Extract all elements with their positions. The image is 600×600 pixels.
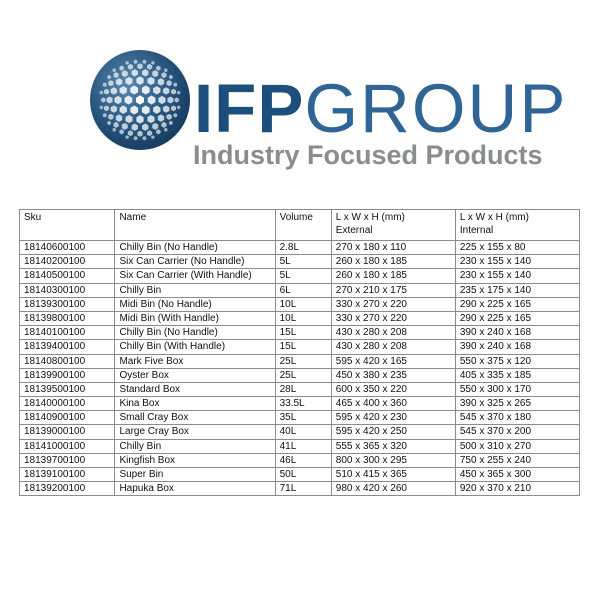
table-row [20, 269, 580, 283]
cell-name: Small Cray Box [115, 411, 275, 425]
cell-external: 430 x 280 x 208 [331, 326, 455, 340]
cell-volume: 33.5L [275, 397, 331, 411]
cell-volume: 2.8L [275, 241, 331, 255]
cell-sku: 18139100100 [20, 468, 115, 482]
cell-internal: 225 x 155 x 80 [455, 241, 579, 255]
header-name [115, 210, 275, 241]
hexagon-sphere-icon [88, 48, 192, 152]
cell-name: Midi Bin (With Handle) [115, 311, 275, 325]
cell-sku: 18140200100 [20, 255, 115, 269]
cell-external: 330 x 270 x 220 [331, 311, 455, 325]
cell-sku: 18140800100 [20, 354, 115, 368]
cell-internal: 230 x 155 x 140 [455, 269, 579, 283]
table-row [20, 468, 580, 482]
cell-sku: 18139300100 [20, 297, 115, 311]
cell-name: Hapuka Box [115, 482, 275, 496]
cell-name: Chilly Bin [115, 283, 275, 297]
table-header-row [20, 210, 580, 241]
cell-volume: 40L [275, 425, 331, 439]
product-table [19, 209, 580, 496]
cell-external: 510 x 415 x 365 [331, 468, 455, 482]
cell-sku: 18140100100 [20, 326, 115, 340]
cell-internal: 230 x 155 x 140 [455, 255, 579, 269]
table-row [20, 439, 580, 453]
cell-external: 600 x 350 x 220 [331, 382, 455, 396]
cell-external: 260 x 180 x 185 [331, 269, 455, 283]
cell-external: 450 x 380 x 235 [331, 368, 455, 382]
cell-sku: 18140900100 [20, 411, 115, 425]
cell-name: Kingfish Box [115, 453, 275, 467]
cell-external: 270 x 180 x 110 [331, 241, 455, 255]
cell-name: Midi Bin (No Handle) [115, 297, 275, 311]
table-row [20, 326, 580, 340]
brand-name-strong: IFP [194, 70, 305, 147]
cell-internal: 450 x 365 x 300 [455, 468, 579, 482]
cell-internal: 550 x 300 x 170 [455, 382, 579, 396]
cell-volume: 5L [275, 255, 331, 269]
brand-name-light: GROUP [304, 70, 568, 147]
cell-volume: 35L [275, 411, 331, 425]
cell-sku: 18140500100 [20, 269, 115, 283]
header-external-sub: External [335, 225, 373, 236]
cell-name: Large Cray Box [115, 425, 275, 439]
cell-internal: 290 x 225 x 165 [455, 297, 579, 311]
header-sku-label: Sku [24, 212, 42, 223]
cell-volume: 10L [275, 311, 331, 325]
cell-volume: 46L [275, 453, 331, 467]
cell-volume: 15L [275, 326, 331, 340]
table-body [20, 241, 580, 496]
cell-sku: 18140300100 [20, 283, 115, 297]
cell-volume: 28L [275, 382, 331, 396]
table-row [20, 382, 580, 396]
brand-tagline: Industry Focused Products [193, 140, 543, 170]
cell-volume: 50L [275, 468, 331, 482]
cell-sku: 18140000100 [20, 397, 115, 411]
header-name-label: Name [119, 212, 147, 223]
cell-volume: 25L [275, 368, 331, 382]
cell-external: 270 x 210 x 175 [331, 283, 455, 297]
cell-name: Chilly Bin (No Handle) [115, 241, 275, 255]
cell-volume: 10L [275, 297, 331, 311]
table-row [20, 482, 580, 496]
table-row [20, 453, 580, 467]
cell-external: 260 x 180 x 185 [331, 255, 455, 269]
cell-external: 465 x 400 x 360 [331, 397, 455, 411]
cell-internal: 390 x 240 x 168 [455, 326, 579, 340]
cell-name: Mark Five Box [115, 354, 275, 368]
cell-internal: 545 x 370 x 180 [455, 411, 579, 425]
cell-name: Kina Box [115, 397, 275, 411]
brand-wordmark [194, 70, 568, 147]
header-internal [455, 210, 579, 241]
cell-volume: 6L [275, 283, 331, 297]
header-internal-sub: Internal [459, 225, 494, 236]
table-row [20, 241, 580, 255]
cell-internal: 550 x 375 x 120 [455, 354, 579, 368]
table-row [20, 255, 580, 269]
cell-external: 330 x 270 x 220 [331, 297, 455, 311]
table-row [20, 297, 580, 311]
cell-external: 595 x 420 x 230 [331, 411, 455, 425]
cell-external: 430 x 280 x 208 [331, 340, 455, 354]
cell-internal: 235 x 175 x 140 [455, 283, 579, 297]
table-row [20, 425, 580, 439]
cell-external: 595 x 420 x 165 [331, 354, 455, 368]
table-row [20, 397, 580, 411]
cell-internal: 920 x 370 x 210 [455, 482, 579, 496]
cell-sku: 18139200100 [20, 482, 115, 496]
cell-sku: 18139700100 [20, 453, 115, 467]
cell-sku: 18140600100 [20, 241, 115, 255]
header-external [331, 210, 455, 241]
cell-internal: 390 x 325 x 265 [455, 397, 579, 411]
cell-name: Chilly Bin (No Handle) [115, 326, 275, 340]
header-internal-label: L x W x H (mm) [459, 212, 529, 223]
cell-internal: 545 x 370 x 200 [455, 425, 579, 439]
cell-internal: 290 x 225 x 165 [455, 311, 579, 325]
cell-external: 800 x 300 x 295 [331, 453, 455, 467]
cell-volume: 71L [275, 482, 331, 496]
table-row [20, 311, 580, 325]
table-row [20, 354, 580, 368]
cell-internal: 750 x 255 x 240 [455, 453, 579, 467]
table-row [20, 411, 580, 425]
cell-volume: 5L [275, 269, 331, 283]
cell-sku: 18141000100 [20, 439, 115, 453]
table-row [20, 340, 580, 354]
table-row [20, 368, 580, 382]
cell-external: 555 x 365 x 320 [331, 439, 455, 453]
cell-name: Oyster Box [115, 368, 275, 382]
cell-external: 595 x 420 x 250 [331, 425, 455, 439]
cell-sku: 18139900100 [20, 368, 115, 382]
cell-sku: 18139500100 [20, 382, 115, 396]
cell-sku: 18139000100 [20, 425, 115, 439]
cell-name: Chilly Bin [115, 439, 275, 453]
cell-internal: 500 x 310 x 270 [455, 439, 579, 453]
cell-name: Six Can Carrier (With Handle) [115, 269, 275, 283]
cell-name: Standard Box [115, 382, 275, 396]
cell-volume: 15L [275, 340, 331, 354]
cell-external: 980 x 420 x 260 [331, 482, 455, 496]
cell-volume: 41L [275, 439, 331, 453]
header-external-label: L x W x H (mm) [335, 212, 405, 223]
cell-internal: 390 x 240 x 168 [455, 340, 579, 354]
cell-name: Chilly Bin (With Handle) [115, 340, 275, 354]
table-row [20, 283, 580, 297]
cell-internal: 405 x 335 x 185 [455, 368, 579, 382]
cell-volume: 25L [275, 354, 331, 368]
cell-sku: 18139800100 [20, 311, 115, 325]
cell-sku: 18139400100 [20, 340, 115, 354]
brand-header [0, 0, 600, 200]
cell-name: Super Bin [115, 468, 275, 482]
cell-name: Six Can Carrier (No Handle) [115, 255, 275, 269]
header-volume-label: Volume [279, 212, 313, 223]
header-sku [20, 210, 115, 241]
header-volume [275, 210, 331, 241]
